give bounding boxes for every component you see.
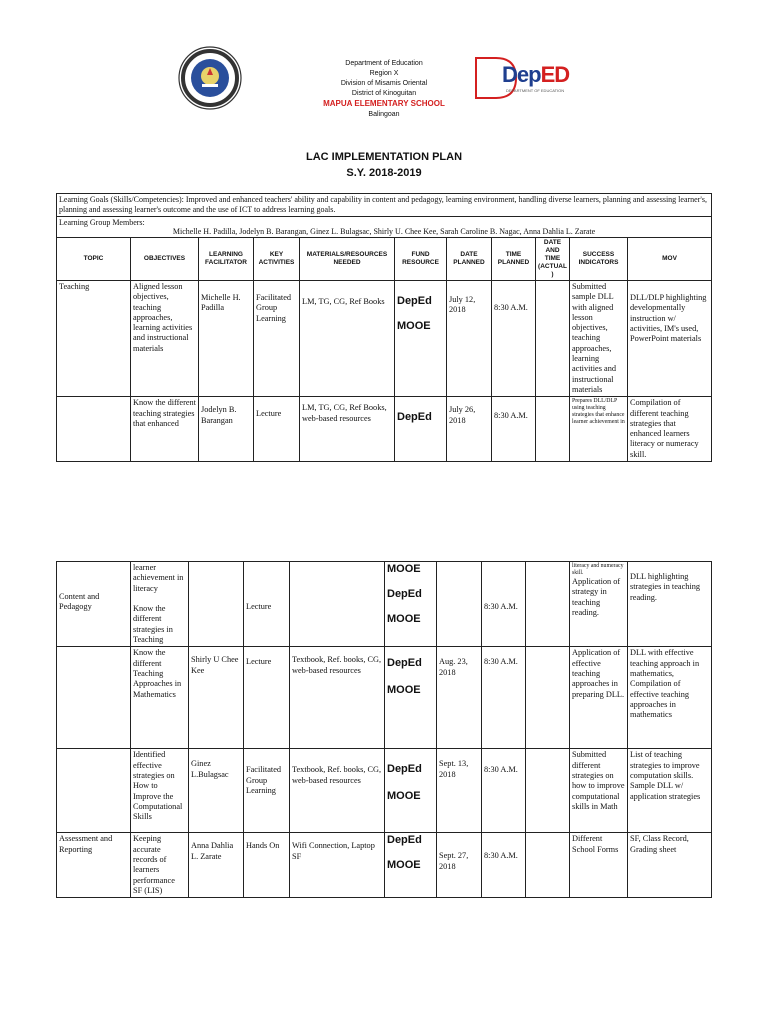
cell-time: 8:30 A.M.: [492, 281, 536, 397]
members-label: Learning Group Members:: [59, 218, 145, 227]
success-text: Application of strategy in teaching reading.: [572, 577, 621, 617]
cell-success: Different School Forms: [570, 833, 628, 898]
table-row: [57, 749, 712, 833]
cell-activities: Facilitated Group Learning: [244, 749, 290, 833]
cell-fund: [395, 281, 447, 397]
cell-time: 8:30 A.M.: [492, 397, 536, 462]
cell-time: 8:30 A.M.: [482, 647, 526, 749]
cell-materials: LM, TG, CG, Ref Books: [300, 281, 395, 397]
cell-topic: [57, 397, 131, 462]
learning-goals: Learning Goals (Skills/Competencies): Improved and enhanced teachers' ability and capability in content and pedagogy, learning environment, handling diverse learners, planning and assessing learner's, planning and assessing learner's outcome and the use of ICT to address learning goals.: [57, 194, 712, 217]
plan-table-page2: [56, 561, 712, 898]
cell-actual: [526, 749, 570, 833]
cell-date: Sept. 27, 2018: [437, 833, 482, 898]
col-mov: MOV: [628, 238, 712, 281]
cell-topic: Teaching: [57, 281, 131, 397]
col-time-planned: TIME PLANNED: [492, 238, 536, 281]
header-line-dept: Department of Education: [345, 60, 423, 67]
school-year: S.Y. 2018-2019: [346, 167, 422, 179]
cell-objectives: Aligned lesson objectives, teaching approaches, learning activities and instructional materials: [131, 281, 199, 397]
plan-table-page1: [56, 193, 712, 462]
fund-deped: DepEd: [387, 588, 422, 600]
cell-activities: Lecture: [244, 562, 290, 647]
col-date-planned: DATE PLANNED: [447, 238, 492, 281]
table-row: [57, 397, 712, 462]
cell-time: 8:30 A.M.: [482, 833, 526, 898]
cell-materials: LM, TG, CG, Ref Books, web-based resources: [300, 397, 395, 462]
cell-actual: [526, 562, 570, 647]
cell-time: 8:30 A.M.: [482, 749, 526, 833]
cell-materials: Wifi Connection, Laptop SF: [290, 833, 385, 898]
fund-mooe: MOOE: [387, 684, 421, 697]
fund-mooe: MOOE: [387, 790, 421, 803]
fund-mooe: MOOE: [397, 320, 431, 332]
cell-topic: Content and Pedagogy: [57, 562, 131, 647]
cell-facilitator: Shirly U Chee Kee: [189, 647, 244, 749]
fund-deped: DepEd: [397, 411, 432, 424]
cell-facilitator: Michelle H. Padilla: [199, 281, 254, 397]
cell-date: Aug. 23, 2018: [437, 647, 482, 749]
cell-actual: [526, 647, 570, 749]
cell-actual: [536, 281, 570, 397]
cell-success: Submitted sample DLL with aligned lesson objectives, teaching approaches, learning activities and instructional materials: [570, 281, 628, 397]
cell-topic: Assessment and Reporting: [57, 833, 131, 898]
cell-success: Application of effective teaching approaches in preparing DLL.: [570, 647, 628, 749]
cell-date: [437, 562, 482, 647]
cell-activities: Lecture: [254, 397, 300, 462]
members-list: Michelle H. Padilla, Jodelyn B. Barangan, Ginez L. Bulagsac, Shirly U. Chee Kee, Sarah Caroline B. Nagac, Anna Dahlia L. Zarate: [172, 227, 596, 236]
cell-activities: Hands On: [244, 833, 290, 898]
cell-mov: DLL/DLP highlighting developmentally instruction w/ activities, IM's used, PowerPoint materials: [628, 281, 712, 397]
cell-objectives: Know the different teaching strategies that enhanced: [131, 397, 199, 462]
town-name: Balingoan: [368, 111, 400, 118]
cell-time: 8:30 A.M.: [482, 562, 526, 647]
cell-mov: SF, Class Record, Grading sheet: [628, 833, 712, 898]
cell-fund: [385, 833, 437, 898]
col-facilitator: LEARNING FACILITATOR: [199, 238, 254, 281]
cell-activities: Lecture: [244, 647, 290, 749]
cell-mov: List of teaching strategies to improve computation skills. Sample DLL w/ application strategies: [628, 749, 712, 833]
cell-objectives: Identified effective strategies on How to Improve the Computational Skills: [131, 749, 189, 833]
cell-objectives: Know the different Teaching Approaches in Mathematics: [131, 647, 189, 749]
cell-date: July 26, 2018: [447, 397, 492, 462]
cell-objectives: learner achievement in literacy Know the different strategies in Teaching: [131, 562, 189, 647]
col-materials: MATERIALS/RESOURCES NEEDED: [300, 238, 395, 281]
cell-fund: [385, 647, 437, 749]
cell-materials: Textbook, Ref. books, CG, web-based resources: [290, 749, 385, 833]
fund-mooe: MOOE: [387, 613, 421, 625]
success-continued: literacy and numeracy skill.: [572, 563, 624, 576]
header-line-district: District of Kinoguitan: [351, 90, 417, 97]
cell-date: July 12, 2018: [447, 281, 492, 397]
cell-materials: [290, 562, 385, 647]
cell-date: Sept. 13, 2018: [437, 749, 482, 833]
col-activities: KEY ACTIVITIES: [254, 238, 300, 281]
cell-fund: [395, 397, 447, 462]
table-row: [57, 562, 712, 647]
cell-mov: DLL highlighting strategies in teaching reading.: [628, 562, 712, 647]
cell-success: [570, 562, 628, 647]
cell-actual: [536, 397, 570, 462]
col-topic: TOPIC: [57, 238, 131, 281]
deped-logo: DepED DEPARTMENT OF EDUCATION: [472, 54, 582, 102]
col-objectives: OBJECTIVES: [131, 238, 199, 281]
col-date-actual: DATE AND TIME (ACTUAL): [536, 238, 570, 281]
cell-mov: DLL with effective teaching approach in mathematics, Compilation of effective teaching approaches in mathematics: [628, 647, 712, 749]
page-title: LAC IMPLEMENTATION PLAN: [305, 151, 463, 163]
fund-deped: DepEd: [387, 834, 422, 847]
col-fund: FUND RESOURCE: [395, 238, 447, 281]
cell-mov: Compilation of different teaching strategies that enhanced learners literacy or numeracy skill.: [628, 397, 712, 462]
fund-mooe: MOOE: [387, 859, 421, 872]
cell-facilitator: [189, 562, 244, 647]
cell-success: Prepares DLL/DLP using teaching strategies that enhance learner achievement in: [570, 397, 628, 462]
table-row: [57, 647, 712, 749]
header-line-region: Region X: [369, 70, 399, 77]
cell-facilitator: Anna Dahlia L. Zarate: [189, 833, 244, 898]
cell-facilitator: Ginez L.Bulagsac: [189, 749, 244, 833]
cell-fund: [385, 749, 437, 833]
cell-topic: [57, 749, 131, 833]
fund-mooe: MOOE: [387, 563, 421, 575]
cell-facilitator: Jodelyn B. Barangan: [199, 397, 254, 462]
school-name: MAPUA ELEMENTARY SCHOOL: [323, 99, 445, 108]
cell-materials: Textbook, Ref. books, CG, web-based resources: [290, 647, 385, 749]
cell-objectives: Keeping accurate records of learners performance SF (LIS): [131, 833, 189, 898]
learning-group-members: [57, 217, 712, 238]
col-success: SUCCESS INDICATORS: [570, 238, 628, 281]
cell-success: Submitted different strategies on how to improve computational skills in Math: [570, 749, 628, 833]
fund-deped: DepEd: [387, 763, 422, 776]
cell-topic: [57, 647, 131, 749]
fund-deped: DepEd: [387, 657, 422, 670]
table-row: [57, 281, 712, 397]
cell-activities: Facilitated Group Learning: [254, 281, 300, 397]
table-row: [57, 833, 712, 898]
deped-logo-subtext: DEPARTMENT OF EDUCATION: [506, 88, 565, 93]
fund-deped: DepEd: [397, 295, 432, 307]
header-line-division: Division of Misamis Oriental: [340, 80, 428, 87]
cell-fund: [385, 562, 437, 647]
cell-actual: [526, 833, 570, 898]
